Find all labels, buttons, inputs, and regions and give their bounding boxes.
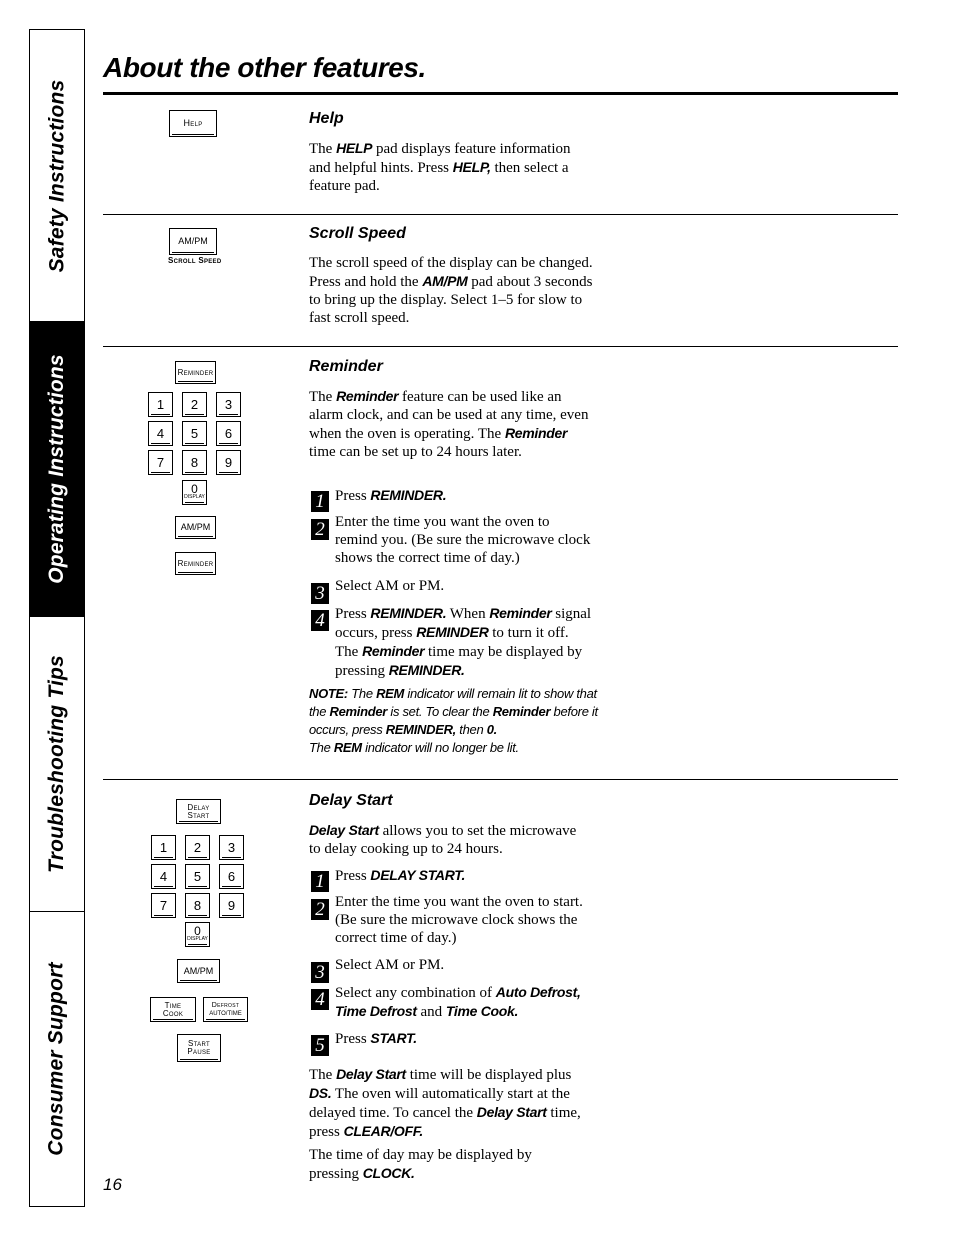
reminder-step-2: Enter the time you want the oven to remind you. (Be sure the microwave clock shows the correct time of day.): [335, 514, 591, 566]
digit-key-graphic: 1: [151, 835, 176, 860]
ampm-key-graphic: AM/PM: [169, 228, 217, 255]
delay-step-1: Press DELAY START.: [335, 867, 466, 884]
digit-key-graphic: 2: [185, 835, 210, 860]
time-cook-key-graphic: Time Cook: [150, 997, 196, 1022]
digit-key-graphic: 6: [216, 421, 241, 446]
help-paragraph: The HELP pad displays feature information and helpful hints. Press HELP, then select a feature pad.: [309, 140, 571, 194]
step-number: 2: [311, 899, 329, 920]
reminder-paragraph: The Reminder feature can be used like an alarm clock, and can be used at any time, even when the oven is operating. The Reminder time can be set up to 24 hours later.: [309, 388, 589, 460]
digit-key-graphic: 1: [148, 392, 173, 417]
delay-start-clock-paragraph: The time of day may be displayed by pressing CLOCK.: [309, 1147, 532, 1182]
help-title: Help: [309, 110, 344, 127]
digit-key-graphic: 6: [219, 864, 244, 889]
step-number: 3: [311, 583, 329, 604]
tab-operating-instructions[interactable]: Operating Instructions: [30, 322, 84, 617]
reminder-step-3: Select AM or PM.: [335, 578, 445, 594]
digit-key-graphic: 8: [185, 893, 210, 918]
ampm-key-graphic: AM/PM: [177, 959, 220, 983]
section-divider: [103, 779, 898, 780]
zero-display-key-graphic: 0 DISPLAY: [182, 480, 207, 505]
step-number: 2: [311, 519, 329, 540]
ampm-key-graphic: AM/PM: [175, 516, 216, 539]
title-divider: [103, 92, 898, 95]
tab-consumer-support[interactable]: Consumer Support: [45, 962, 68, 1156]
tab-safety-instructions[interactable]: Safety Instructions: [30, 30, 84, 322]
step-number: 3: [311, 962, 329, 983]
delay-start-result-paragraph: The Delay Start time will be displayed plus DS. The oven will automatically start at the delayed time. To cancel the Delay Start time, press CLEAR/OFF.: [309, 1066, 581, 1140]
start-pause-key-graphic: Start Pause: [177, 1034, 221, 1062]
digit-key-graphic: 9: [216, 450, 241, 475]
scroll-speed-caption: Scroll Speed: [168, 256, 222, 265]
page-number: 16: [103, 1175, 122, 1194]
defrost-auto-time-key-graphic: Defrost AUTO/TIME: [203, 997, 248, 1022]
reminder-note: NOTE: The REM indicator will remain lit to show that the Reminder is set. To clear the Reminder before it occurs, press REMINDER, then 0. The REM indicator will no longer be lit.: [309, 686, 598, 755]
section-divider: [103, 214, 898, 215]
digit-key-graphic: 7: [148, 450, 173, 475]
delay-start-key-graphic: Delay Start: [176, 799, 221, 824]
reminder-step-4: Press REMINDER. When Reminder signal occurs, press REMINDER to turn it off. The Reminder time may be displayed by pressing REMINDER.: [335, 605, 592, 679]
delay-start-paragraph: Delay Start allows you to set the microwave to delay cooking up to 24 hours.: [309, 822, 577, 857]
step-number: 1: [311, 491, 329, 512]
digit-key-graphic: 5: [182, 421, 207, 446]
delay-step-3: Select AM or PM.: [335, 957, 445, 973]
reminder-title: Reminder: [309, 358, 383, 375]
reminder-step-1: Press REMINDER.: [335, 487, 447, 504]
scroll-speed-title: Scroll Speed: [309, 225, 406, 242]
step-number: 5: [311, 1035, 329, 1056]
reminder-key-graphic: Reminder: [175, 361, 216, 384]
delay-step-4: Select any combination of Auto Defrost, Time Defrost and Time Cook.: [335, 984, 581, 1020]
digit-key-graphic: 8: [182, 450, 207, 475]
side-tab-bar: [29, 29, 85, 1207]
help-key-graphic: Help: [169, 110, 217, 137]
digit-key-graphic: 5: [185, 864, 210, 889]
digit-key-graphic: 3: [216, 392, 241, 417]
digit-key-graphic: 4: [151, 864, 176, 889]
digit-key-graphic: 3: [219, 835, 244, 860]
delay-step-5: Press START.: [335, 1030, 417, 1047]
zero-display-key-graphic: 0 DISPLAY: [185, 922, 210, 947]
step-number: 4: [311, 989, 329, 1010]
section-divider: [103, 346, 898, 347]
delay-start-title: Delay Start: [309, 792, 393, 809]
step-number: 4: [311, 610, 329, 631]
page-title: About the other features.: [103, 52, 426, 83]
tab-troubleshooting-tips[interactable]: Troubleshooting Tips: [30, 617, 84, 912]
step-number: 1: [311, 871, 329, 892]
reminder-key-graphic: Reminder: [175, 552, 216, 575]
digit-key-graphic: 9: [219, 893, 244, 918]
scroll-speed-paragraph: The scroll speed of the display can be changed. Press and hold the AM/PM pad about 3 seconds to bring up the display. Select 1–5 for slow to fast scroll speed.: [309, 255, 593, 326]
delay-step-2: Enter the time you want the oven to start. (Be sure the microwave clock shows the correct time of day.): [335, 894, 583, 946]
digit-key-graphic: 4: [148, 421, 173, 446]
digit-key-graphic: 2: [182, 392, 207, 417]
digit-key-graphic: 7: [151, 893, 176, 918]
